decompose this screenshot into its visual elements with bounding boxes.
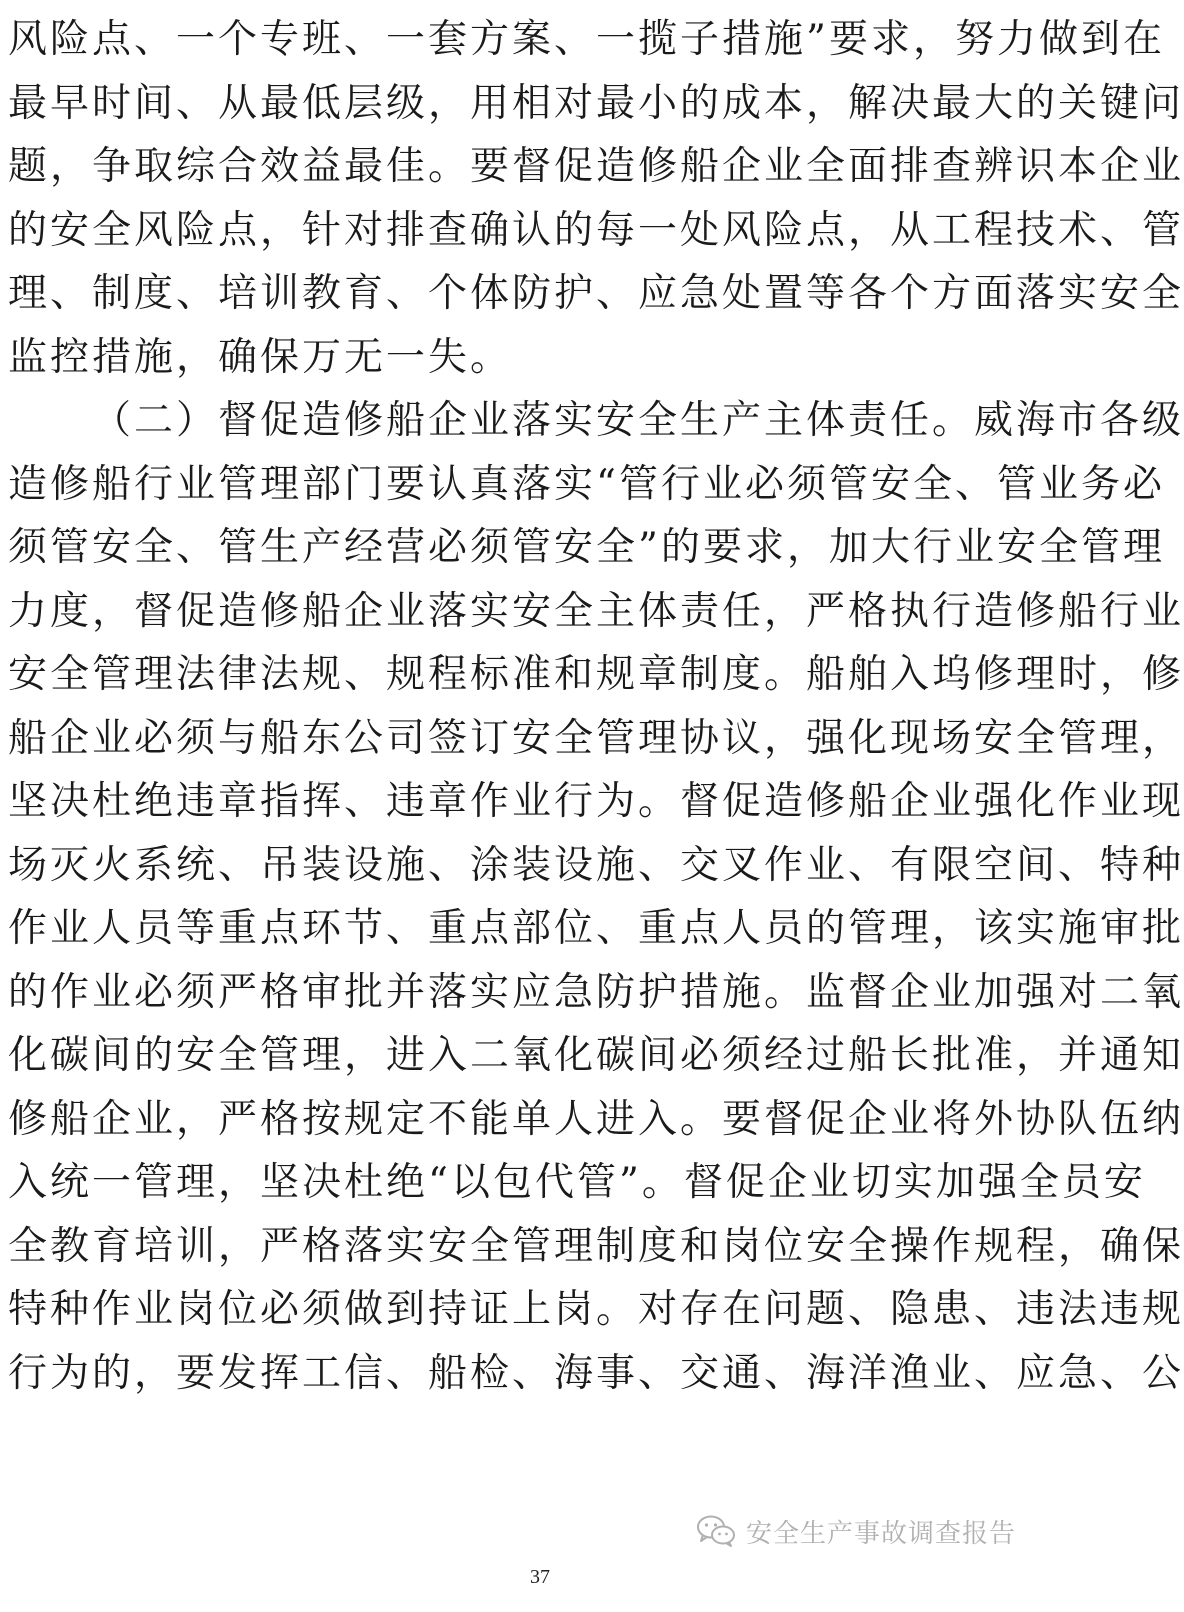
- text-line: 的安全风险点，针对排查确认的每一处风险点，从工程技术、管: [8, 207, 1184, 253]
- watermark-text: 安全生产事故调查报告: [745, 1518, 1016, 1549]
- text-line: 须管安全、管生产经营必须管安全”的要求，加大行业安全管理: [8, 525, 1165, 570]
- watermark: [696, 1511, 1016, 1551]
- text-line: 船企业必须与船东公司签订安全管理协议，强化现场安全管理，: [8, 715, 1184, 761]
- text-line: 的作业必须严格审批并落实应急防护措施。监督企业加强对二氧: [8, 969, 1184, 1015]
- text-line: 坚决杜绝违章指挥、违章作业行为。督促造修船企业强化作业现: [8, 779, 1184, 824]
- text-line: 修船企业，严格按规定不能单人进入。要督促企业将外协队伍纳: [8, 1096, 1184, 1142]
- page-number: 37: [530, 1566, 550, 1588]
- text-line: 最早时间、从最低层级，用相对最小的成本，解决最大的关键问: [8, 80, 1184, 126]
- text-line: 特种作业岗位必须做到持证上岗。对存在问题、隐患、违法违规: [8, 1287, 1184, 1332]
- body-text: [8, 8, 1184, 1405]
- section-heading-line: （二）督促造修船企业落实安全生产主体责任。威海市各级: [92, 398, 1184, 443]
- text-line: 行为的，要发挥工信、船检、海事、交通、海洋渔业、应急、公: [8, 1350, 1184, 1396]
- text-line: 造修船行业管理部门要认真落实“管行业必须管安全、管业务必: [8, 461, 1165, 507]
- text-line: 场灭火系统、吊装设施、涂装设施、交叉作业、有限空间、特种: [8, 842, 1184, 888]
- text-line: 全教育培训，严格落实安全管理制度和岗位安全操作规程，确保: [8, 1223, 1184, 1269]
- text-line: 入统一管理，坚决杜绝“以包代管”。督促企业切实加强全员安: [8, 1160, 1146, 1205]
- text-line: 作业人员等重点环节、重点部位、重点人员的管理，该实施审批: [8, 906, 1184, 951]
- wechat-icon: [696, 1514, 736, 1548]
- text-line: 化碳间的安全管理，进入二氧化碳间必须经过船长批准，并通知: [8, 1033, 1184, 1078]
- text-line: 理、制度、培训教育、个体防护、应急处置等各个方面落实安全: [8, 271, 1184, 316]
- text-line: 力度，督促造修船企业落实安全主体责任，严格执行造修船行业: [8, 588, 1184, 634]
- text-line: 安全管理法律法规、规程标准和规章制度。船舶入坞修理时，修: [8, 652, 1184, 697]
- text-line: 风险点、一个专班、一套方案、一揽子措施”要求，努力做到在: [8, 17, 1165, 62]
- text-line: 题，争取综合效益最佳。要督促造修船企业全面排查辨识本企业: [8, 144, 1184, 189]
- text-line: 监控措施，确保万无一失。: [8, 334, 513, 380]
